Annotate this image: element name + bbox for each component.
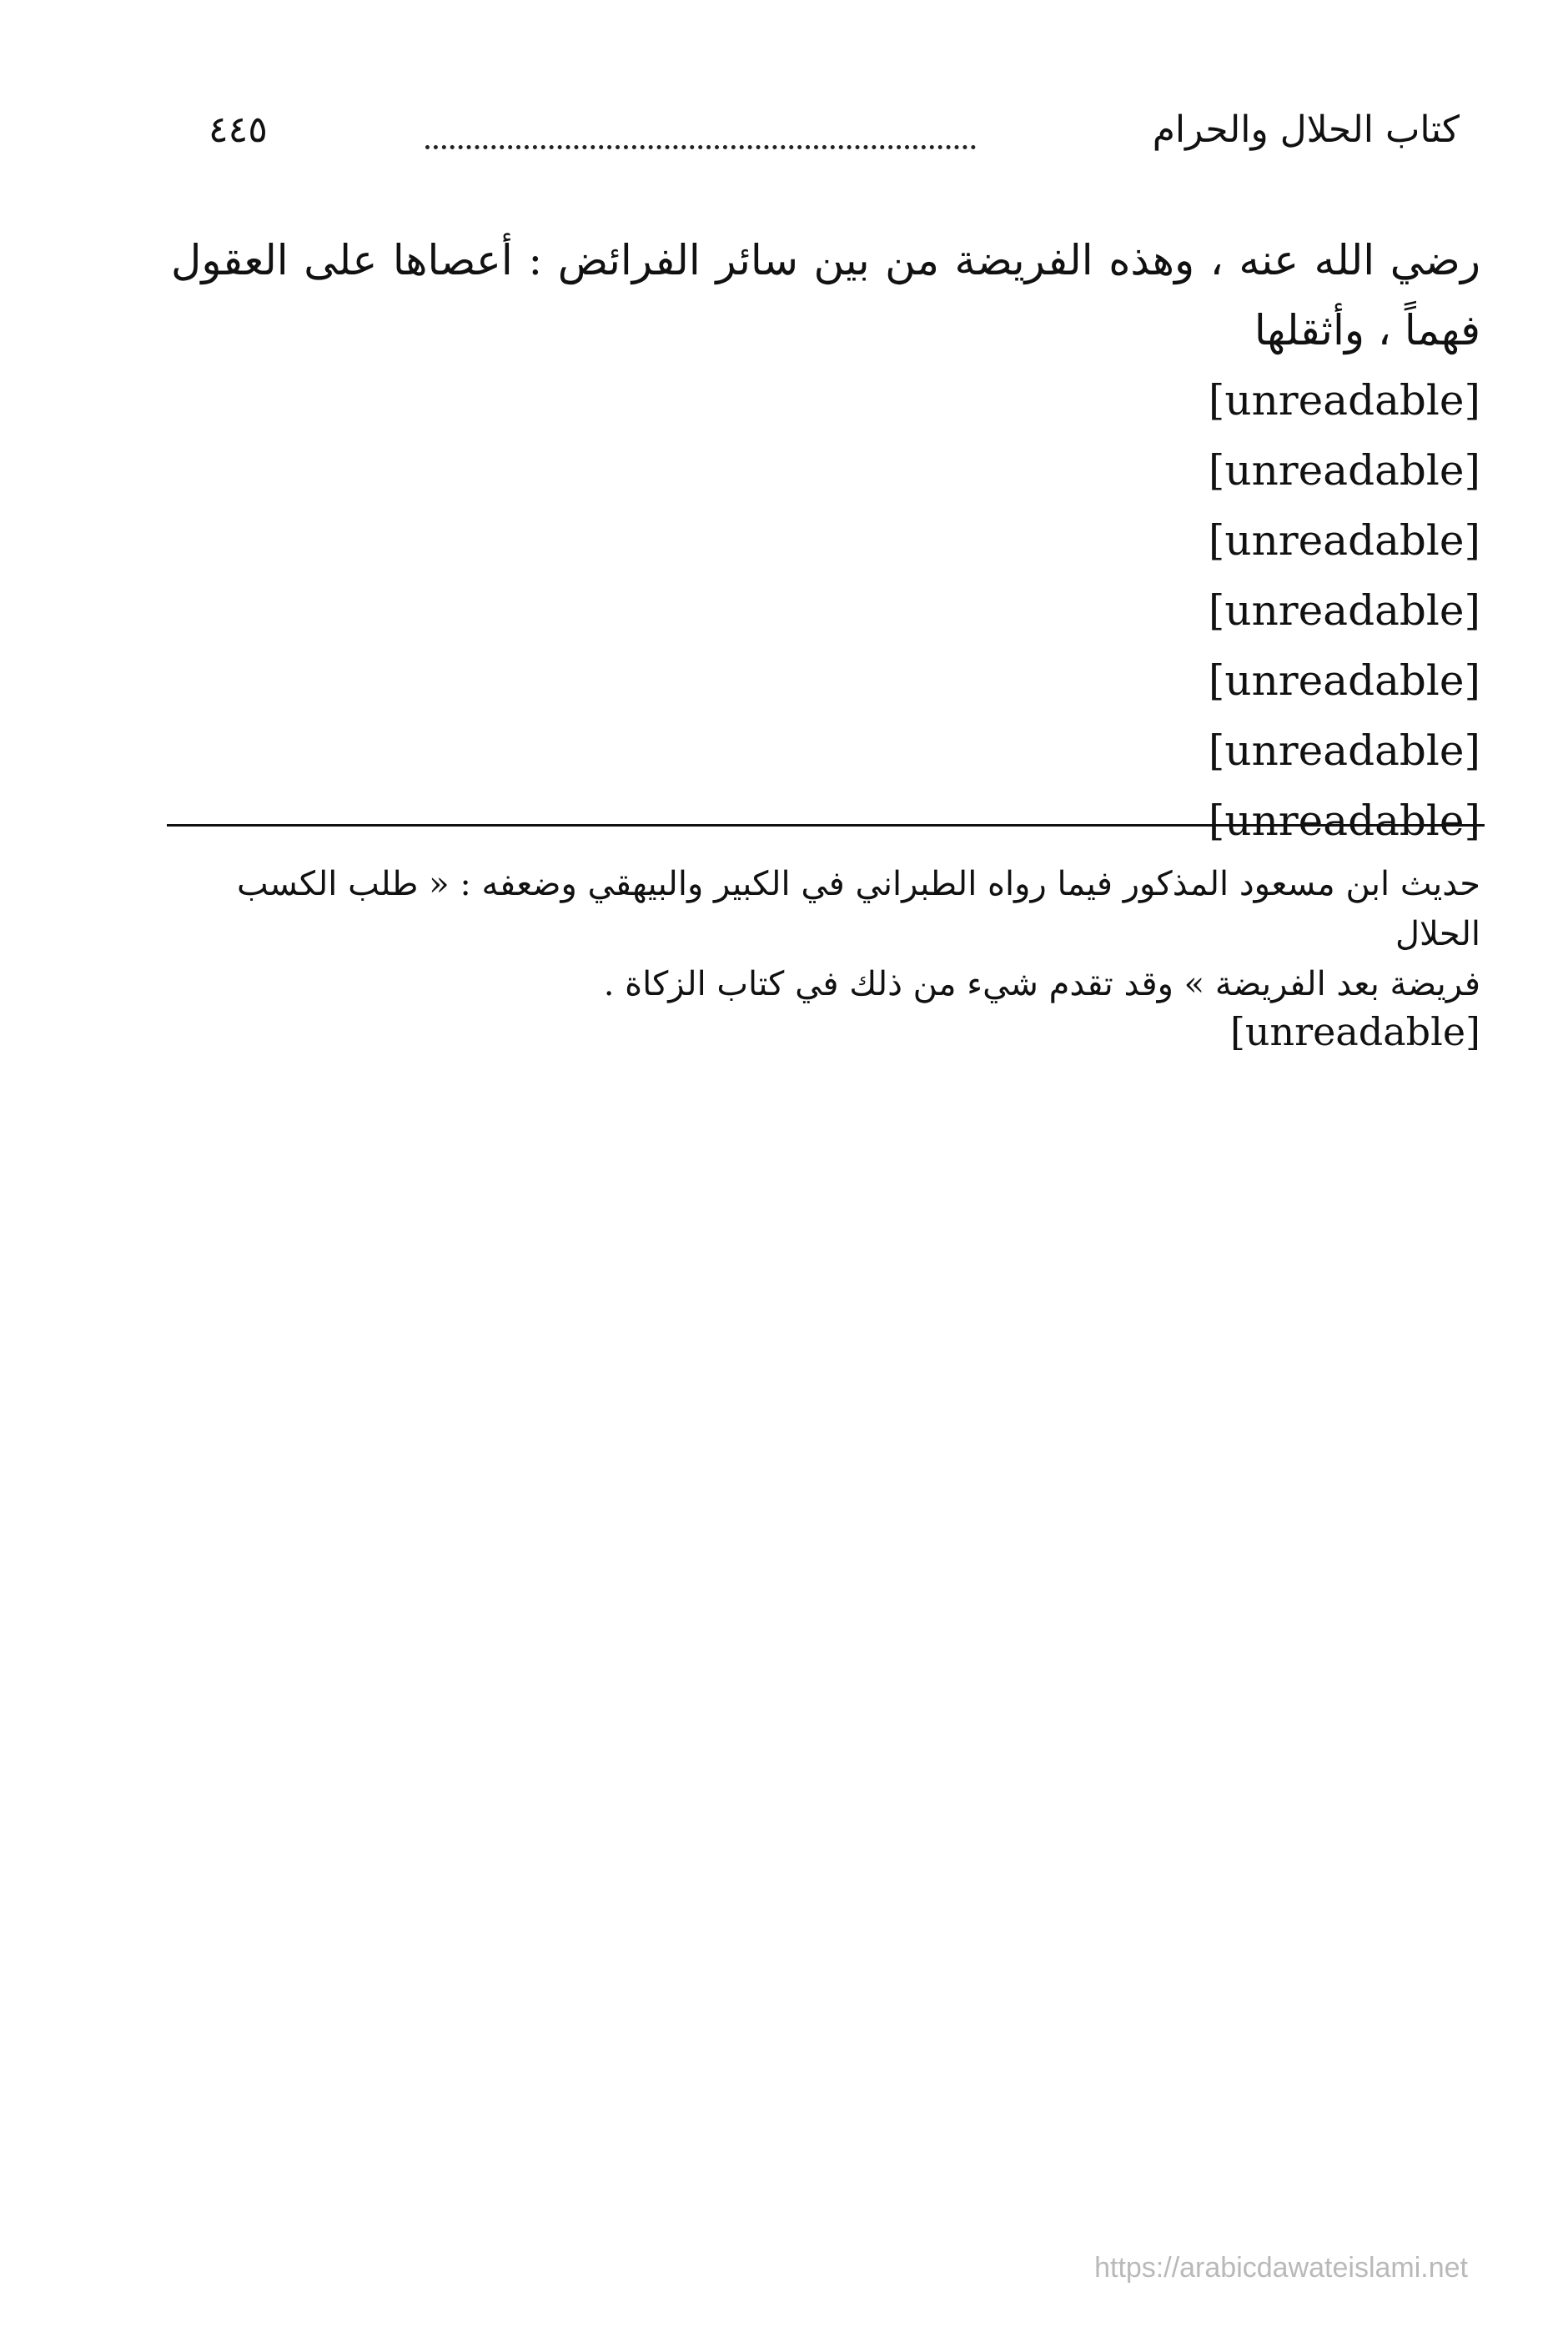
main-line: [unreadable]: [1208, 516, 1480, 565]
main-line: [unreadable]: [1208, 376, 1480, 425]
footnote: [171, 859, 1480, 1009]
header-leader-dots: [425, 145, 976, 149]
main-line: [unreadable]: [1208, 446, 1480, 495]
commentary-line: [unreadable]: [1229, 1009, 1480, 1054]
main-line: [unreadable]: [1208, 797, 1480, 845]
footnote-separator: [167, 824, 1485, 827]
main-text: [171, 225, 1480, 856]
page-number: ٤٤٥: [209, 108, 268, 151]
main-line: رضي الله عنه ، وهذه الفريضة من بين سائر الفرائض : أعصاها على العقول فهماً ، وأثقلها: [171, 236, 1480, 354]
main-line: [unreadable]: [1208, 586, 1480, 635]
main-line: [unreadable]: [1208, 656, 1480, 705]
footnote-line: فريضة بعد الفريضة » وقد تقدم شيء من ذلك في كتاب الزكاة .: [603, 965, 1480, 1003]
page-header: [175, 108, 1476, 175]
commentary: [171, 1001, 1480, 1063]
running-title: كتاب الحلال والحرام: [1152, 108, 1460, 151]
main-line: [unreadable]: [1208, 726, 1480, 775]
footnote-line: حديث ابن مسعود المذكور فيما رواه الطبراني في الكبير والبيهقي وضعفه : « طلب الكسب الحلال: [237, 865, 1480, 953]
watermark: https://arabicdawateislami.net: [1094, 2252, 1468, 2284]
